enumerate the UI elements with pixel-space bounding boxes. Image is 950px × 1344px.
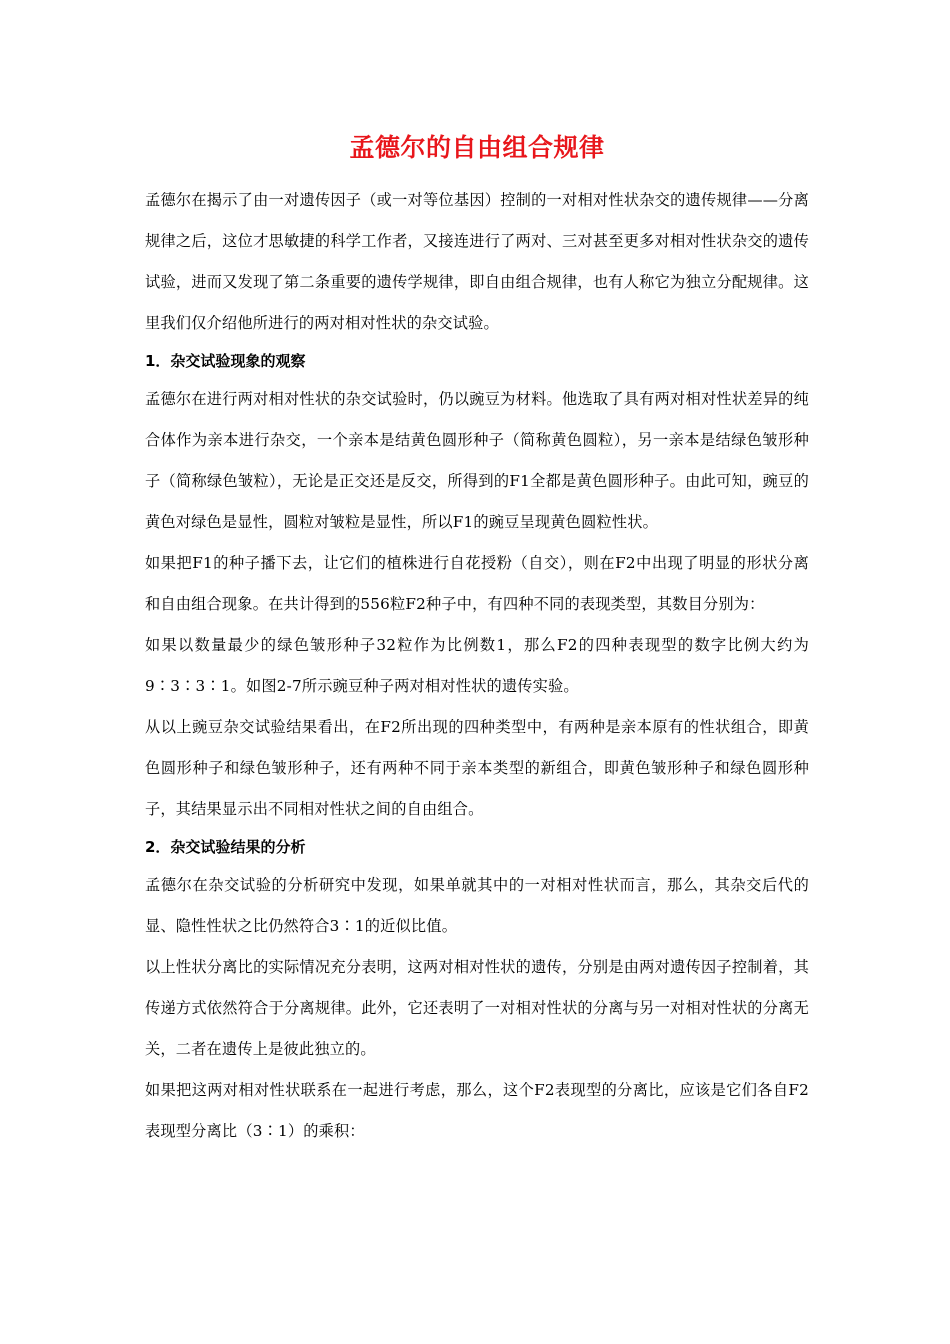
section-1-heading: 1．杂交试验现象的观察 bbox=[145, 352, 306, 370]
intro-paragraph: 孟德尔在揭示了由一对遗传因子（或一对等位基因）控制的一对相对性状杂交的遗传规律——分离规律之后，这位才思敏捷的科学工作者，又接连进行了两对、三对甚至更多对相对性状杂交的遗传试验，进而又发现了第二条重要的遗传学规律，即自由组合规律，也有人称它为独立分配规律。这里我们仅介绍他所进行的两对相对性状的杂交试验。 bbox=[145, 191, 809, 332]
section-1-paragraph-3: 如果以数量最少的绿色皱形种子32粒作为比例数1，那么F2的四种表现型的数字比例大约为9∶3∶3∶1。如图2-7所示豌豆种子两对相对性状的遗传实验。 bbox=[145, 636, 809, 695]
section-1-paragraph-4: 从以上豌豆杂交试验结果看出，在F2所出现的四种类型中，有两种是亲本原有的性状组合，即黄色圆形种子和绿色皱形种子，还有两种不同于亲本类型的新组合，即黄色皱形种子和绿色圆形种子，其结果显示出不同相对性状之间的自由组合。 bbox=[145, 718, 809, 818]
document-title: 孟德尔的自由组合规律 bbox=[349, 133, 605, 162]
section-1-paragraph-1: 孟德尔在进行两对相对性状的杂交试验时，仍以豌豆为材料。他选取了具有两对相对性状差异的纯合体作为亲本进行杂交，一个亲本是结黄色圆形种子（简称黄色圆粒），另一亲本是结绿色皱形种子（简称绿色皱粒），无论是正交还是反交，所得到的F1全都是黄色圆形种子。由此可知，豌豆的黄色对绿色是显性，圆粒对皱粒是显性，所以F1的豌豆呈现黄色圆粒性状。 bbox=[145, 390, 809, 531]
section-2-paragraph-2: 以上性状分离比的实际情况充分表明，这两对相对性状的遗传，分别是由两对遗传因子控制着，其传递方式依然符合于分离规律。此外，它还表明了一对相对性状的分离与另一对相对性状的分离无关，二者在遗传上是彼此独立的。 bbox=[145, 958, 809, 1058]
section-1-paragraph-2: 如果把F1的种子播下去，让它们的植株进行自花授粉（自交），则在F2中出现了明显的形状分离和自由组合现象。在共计得到的556粒F2种子中，有四种不同的表现类型，其数目分别为： bbox=[145, 554, 809, 613]
section-2-paragraph-3: 如果把这两对相对性状联系在一起进行考虑，那么，这个F2表现型的分离比，应该是它们各自F2表现型分离比（3∶1）的乘积： bbox=[145, 1081, 809, 1140]
section-2-heading: 2．杂交试验结果的分析 bbox=[145, 838, 306, 856]
section-2-paragraph-1: 孟德尔在杂交试验的分析研究中发现，如果单就其中的一对相对性状而言，那么，其杂交后代的显、隐性性状之比仍然符合3∶1的近似比值。 bbox=[145, 876, 809, 935]
document-body bbox=[145, 128, 809, 1152]
